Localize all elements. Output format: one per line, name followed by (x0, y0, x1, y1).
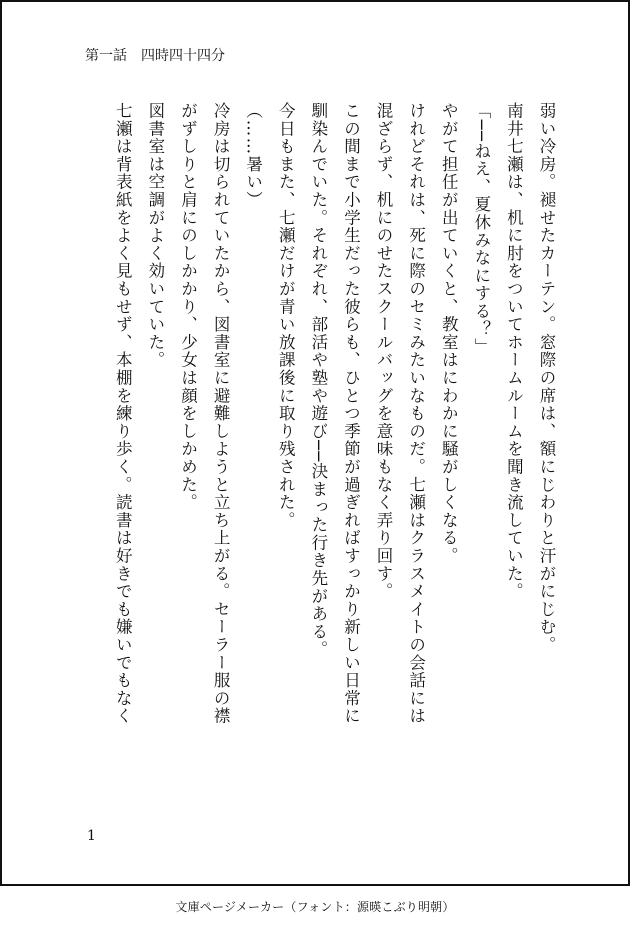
novel-body-text (106, 102, 562, 792)
body-line: けれどそれは、死に際のセミみたいなものだ。七瀬はクラスメイトの会話には (406, 102, 426, 725)
page-number: 1 (87, 828, 96, 844)
body-line: この間まで小学生だった彼らも、ひとつ季節が過ぎればすっかり新しい日常に (341, 102, 361, 725)
chapter-heading: 第一話 四時四十四分 (85, 48, 225, 64)
body-line: 南井七瀬は、机に肘をついてホームルームを聞き流していた。 (504, 102, 524, 601)
footer-credit: 文庫ページメーカー（フォント：源暎こぶり明朝） (175, 900, 455, 914)
body-line: 七瀬は背表紙をよく見もせず、本棚を練り歩く。読書は好きでも嫌いでもなく (113, 102, 133, 725)
body-line: やがて担任が出ていくと、教室はにわかに騒がしくなる。 (439, 102, 459, 565)
body-line: （……暑い） (243, 102, 263, 209)
body-line: 馴染んでいた。それぞれ、部活や塾や遊び──決まった行き先がある。 (308, 102, 328, 659)
body-line: 「──ねえ、夏休みなにする？」 (471, 102, 491, 356)
body-line: 混ざらず、机にのせたスクールバッグを意味もなく弄り回す。 (374, 102, 394, 601)
body-line: 図書室は空調がよく効いていた。 (145, 102, 165, 369)
body-line: 冷房は切られていたから、図書室に避難しようと立ち上がる。セーラー服の襟 (211, 102, 231, 725)
body-line: 今日もまた、七瀬だけが青い放課後に取り残された。 (276, 102, 296, 530)
body-line: 弱い冷房。褪せたカーテン。窓際の席は、額にじわりと汗がにじむ。 (537, 102, 556, 654)
body-line: がずしりと肩にのしかかり、少女は顔をしかめた。 (178, 102, 198, 512)
